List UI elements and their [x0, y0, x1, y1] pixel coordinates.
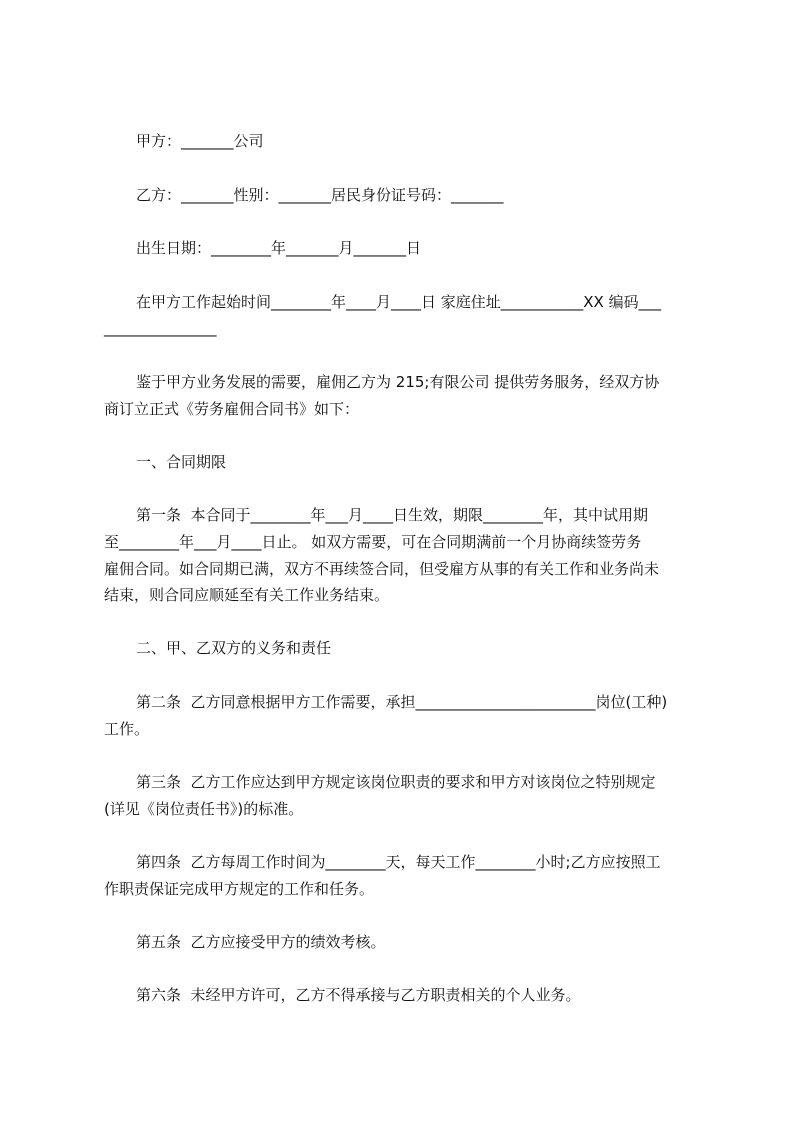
article-3-line-2: (详见《岗位责任书》)的标准。 [104, 800, 304, 818]
start-time-line-2: _______________ [104, 319, 217, 337]
preamble-line-2: 商订立正式《劳务雇佣合同书》如下： [104, 400, 360, 418]
start-time-line-1: 在甲方工作起始时间________年____月____日 家庭住址___________XX 编码___ [136, 293, 662, 311]
section-1-heading: 一、合同期限 [136, 453, 227, 471]
article-1-line-4: 结束，则合同应顺延至有关工作业务结束。 [104, 586, 390, 604]
article-2-line-2: 工作。 [104, 720, 150, 738]
article-5: 第五条 乙方应接受甲方的绩效考核。 [136, 933, 386, 951]
article-4-line-2: 作职责保证完成甲方规定的工作和任务。 [104, 880, 375, 898]
article-1-line-2: 至________年___月____日止。 如双方需要，可在合同期满前一个月协商续签劳务 [104, 533, 642, 551]
party-b-line: 乙方：_______性别：_______居民身份证号码：_______ [136, 186, 504, 204]
article-4-line-1: 第四条 乙方每周工作时间为________天，每天工作________小时;乙方应按照工 [136, 853, 661, 871]
article-1-line-1: 第一条 本合同于________年___月____日生效，期限________年，其中试用期 [136, 506, 649, 524]
section-2-heading: 二、甲、乙双方的义务和责任 [136, 639, 332, 657]
birth-date-line: 出生日期：________年_______月_______日 [136, 239, 422, 257]
article-3-line-1: 第三条 乙方工作应达到甲方规定该岗位职责的要求和甲方对该岗位之特别规定 [136, 773, 656, 791]
preamble-line-1: 鉴于甲方业务发展的需要，雇佣乙方为 215;有限公司 提供劳务服务，经双方协 [136, 373, 660, 391]
party-a-line: 甲方：_______公司 [136, 132, 264, 150]
article-6: 第六条 未经甲方许可，乙方不得承接与乙方职责相关的个人业务。 [136, 986, 581, 1004]
article-1-line-3: 雇佣合同。如合同期已满，双方不再续签合同，但受雇方从事的有关工作和业务尚未 [104, 560, 660, 578]
article-2-line-1: 第二条 乙方同意根据甲方工作需要，承担________________________岗位(工种) [136, 693, 668, 711]
